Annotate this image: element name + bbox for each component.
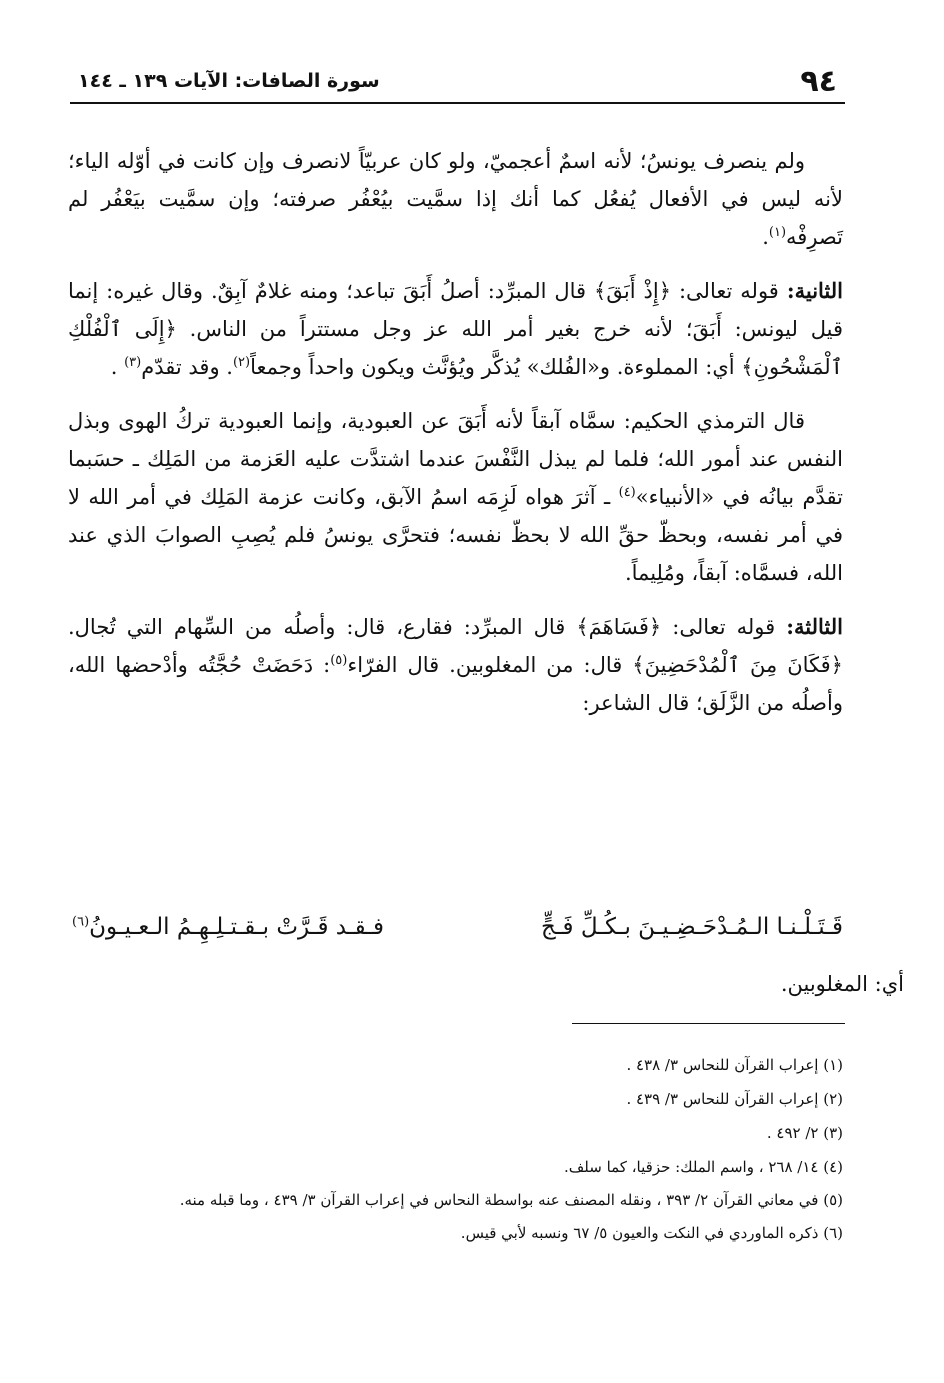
paragraph-1	[68, 142, 843, 256]
paragraph-2-text-b: . وقد تقدّم	[141, 355, 233, 379]
paragraph-1-text: ولم ينصرف يونسُ؛ لأنه اسمٌ أعجميّ، ولو كان عربيّاً لانصرف وإن كانت في أوّله الياء؛ لأنه ليس في الأفعال يُفعُل كما أنك إذا سمَّيت بيُعْفُر صرفته؛ وإن سمَّيت بيَعْفُر لم تَصرِفْه	[68, 149, 843, 249]
verse-second-hemistich-text: فـقـد قَـرَّتْ بـقـتـلِـهِـمُ الـعـيـونُ	[89, 914, 384, 940]
footnote-3: (٣) ٢/ ٤٩٢ .	[766, 1124, 843, 1142]
main-text	[68, 142, 843, 722]
paragraph-3	[68, 402, 843, 592]
paragraph-2-text-a: قوله تعالى: ﴿إِذْ أَبَقَ﴾ قال المبرِّد: أصلُ أَبَقَ تباعد؛ ومنه غلامٌ آبِقٌ. وقال غيره: إنما قيل ليونس: أَبَقَ؛ لأنه خرج بغير أمر الله عز وجل مستتراً من الناس. ﴿إِلَى ٱلْفُلْكِ ٱلْمَشْحُونِ﴾ أي: المملوءة. و«الفُلك» يُذكَّر ويُؤنَّث ويكون واحداً وجمعاً	[68, 279, 843, 379]
paragraph-2-end: .	[110, 355, 125, 379]
footnote-divider	[572, 1023, 845, 1024]
paragraph-4-text-b: : دَحَضَتْ حُجَّتُه وأدْحضها الله، وأصلُه من الزَّلَق؛ قال الشاعر:	[68, 653, 843, 715]
verse-first-hemistich: قَـتَـلْـنـا الـمُـدْحَـضِـيـنَ بـكُـلِّ فَـجٍّ	[540, 914, 843, 940]
footnote-ref-5: (٥)	[330, 653, 348, 668]
section-lead-third: الثالثة:	[786, 614, 843, 639]
paragraph-4-text-a: قوله تعالى: ﴿فَسَاهَمَ﴾ قال المبرِّد: فقارع، قال: وأصلُه من السِّهام التي تُجال. ﴿فَكَانَ مِنَ ٱلْمُدْحَضِينَ﴾ قال: من المغلوبين. قال الفرّاء	[68, 615, 843, 677]
section-lead-second: الثانية:	[786, 278, 844, 303]
footnote-4: (٤) ١٤/ ٢٦٨ ، واسم الملك: حزقيا، كما سلف.	[563, 1158, 843, 1176]
footnotes	[68, 1052, 843, 1254]
footnote-6: (٦) ذكره الماوردي في النكت والعيون ٥/ ٦٧ ونسبه لأبي قيس.	[460, 1224, 843, 1242]
footnote-1: (١) إعراب القرآن للنحاس ٣/ ٤٣٨ .	[626, 1056, 843, 1074]
verse-second-hemistich	[72, 914, 384, 940]
footnote-ref-6: (٦)	[72, 914, 90, 930]
page-header	[70, 62, 845, 104]
footnote-ref-2: (٢)	[232, 355, 251, 370]
paragraph-2	[68, 272, 843, 386]
running-title: سورة الصافات: الآيات ١٣٩ ـ ١٤٤	[78, 70, 380, 92]
page-number: ٩٤	[800, 64, 837, 99]
paragraph-1-end: .	[762, 225, 769, 249]
footnote-2: (٢) إعراب القرآن للنحاس ٣/ ٤٣٩ .	[626, 1090, 843, 1108]
paragraph-4	[68, 608, 843, 722]
footnote-ref-3: (٣)	[124, 355, 142, 370]
poetry-verse	[68, 908, 843, 958]
footnote-ref-4: (٤)	[618, 485, 636, 500]
paragraph-3-text-b: ـ آثرَ هواه لَزِمَه اسمُ الآبق، وكانت عزمة المَلِك في أمر الله لا في أمر نفسه، وبحظّ حقِّ الله لا بحظّ نفسه؛ فتحرَّى يونسُ فلم يُصِبِ الصوابَ الذي عند الله، فسمَّاه: آبقاً، ومُلِيماً.	[68, 485, 843, 585]
paragraph-3-text-a: قال الترمذي الحكيم: سمَّاه آبقاً لأنه أَبَقَ عن العبودية، وإنما العبودية تركُ الهوى وبذل النفس عند أمور الله؛ فلما لم يبذل النَّفْسَ عندما اشتدَّت عليه العَزمة من المَلِك ـ حسَبما تقدَّم بيانُه في «الأنبياء»	[68, 409, 843, 509]
footnote-ref-1: (١)	[768, 225, 787, 240]
verse-gloss: أي: المغلوبين.	[780, 972, 904, 996]
footnote-5: (٥) في معاني القرآن ٢/ ٣٩٣ ، ونقله المصنف عنه بواسطة النحاس في إعراب القرآن ٣/ ٤٣٩ ، وما قبله منه.	[179, 1191, 843, 1209]
